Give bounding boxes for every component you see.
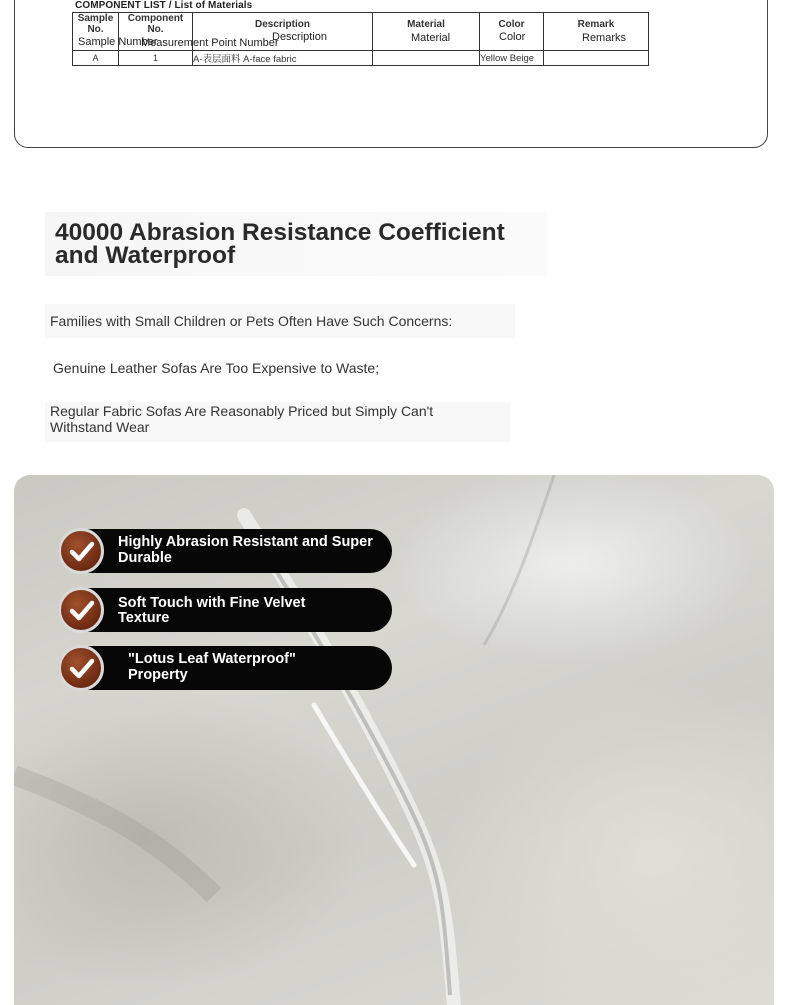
concern-leather: Genuine Leather Sofas Are Too Expensive to Waste; xyxy=(53,360,380,376)
check-icon xyxy=(58,587,104,633)
header-material-en: Material xyxy=(411,32,451,44)
headline-banner xyxy=(45,212,547,276)
feature-pill-waterproof xyxy=(58,646,392,690)
cell-component: 1 xyxy=(119,51,193,66)
cell-description: A-表层面料 A-face fabric xyxy=(193,51,373,66)
header-remark: Remark Remarks xyxy=(544,13,649,51)
table-row xyxy=(73,51,649,66)
table-header-row xyxy=(73,13,649,51)
header-component: Component No. Measurement Point Number xyxy=(119,13,193,51)
concern-fabric: Regular Fabric Sofas Are Reasonably Priced but Simply Can't Withstand Wear xyxy=(50,403,434,435)
cell-sample: A xyxy=(73,51,119,66)
cell-color: Yellow Beige xyxy=(480,51,544,66)
feature-pill-velvet xyxy=(58,588,392,632)
velvet-fabric-image xyxy=(14,475,774,1005)
concern-intro: Families with Small Children or Pets Often Have Such Concerns: xyxy=(50,313,453,329)
feature-pill-abrasion xyxy=(58,529,392,573)
header-color: Color Color xyxy=(480,13,544,51)
check-icon xyxy=(58,645,104,691)
feature-label: Highly Abrasion Resistant and Super Durable xyxy=(118,534,373,566)
cell-remark xyxy=(544,51,649,66)
header-component-en: Measurement Point Number xyxy=(141,37,279,49)
header-description: Description Description xyxy=(193,13,373,51)
feature-label: Soft Touch with Fine Velvet Texture xyxy=(118,595,306,626)
header-description-en: Description xyxy=(272,31,328,43)
materials-table xyxy=(72,12,649,66)
feature-label: "Lotus Leaf Waterproof" Property xyxy=(128,651,296,683)
check-icon xyxy=(58,528,104,574)
materials-list-title: COMPONENT LIST / List of Materials xyxy=(75,0,253,11)
header-material: Material Material xyxy=(373,13,480,51)
header-sample-en: Sample Number xyxy=(78,36,158,48)
header-color-en: Color xyxy=(499,31,526,43)
header-sample: Sample No. Sample Number xyxy=(73,13,119,51)
cell-material xyxy=(373,51,480,66)
header-remark-en: Remarks xyxy=(582,32,627,44)
page-headline: 40000 Abrasion Resistance Coefficient and Waterproof xyxy=(55,219,505,269)
